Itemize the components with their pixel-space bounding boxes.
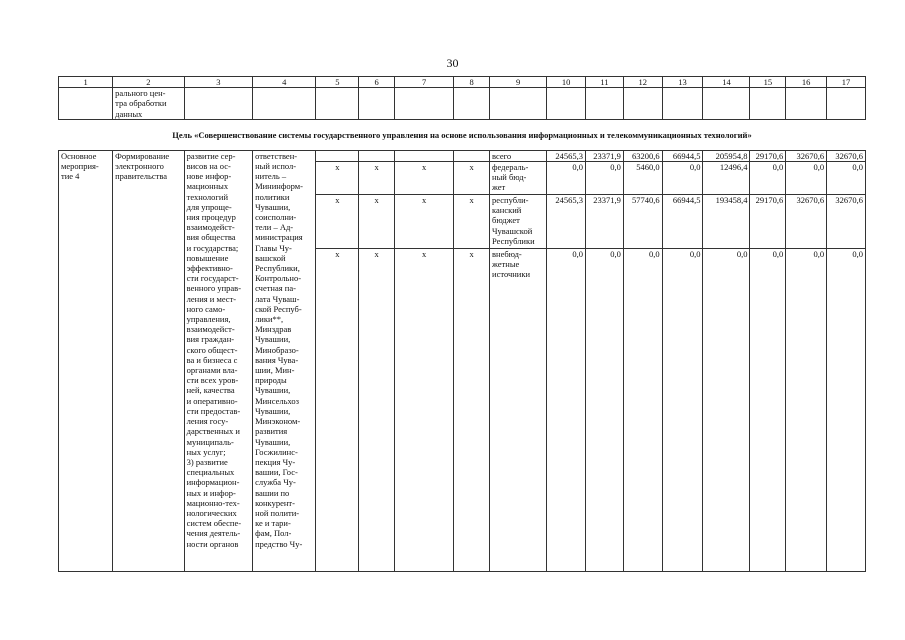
header-row — [59, 77, 866, 88]
empty-cell — [623, 88, 662, 120]
empty-cell — [184, 88, 252, 120]
empty-cell — [395, 88, 454, 120]
header-cell: 6 — [359, 77, 395, 88]
empty-cell — [662, 88, 703, 120]
header-cell: 17 — [827, 77, 866, 88]
continuation-row — [59, 88, 866, 120]
x-cell: x — [395, 162, 454, 195]
value-cell: 193458,4 — [703, 195, 750, 249]
value-cell: 205954,8 — [703, 150, 750, 161]
empty-cell — [547, 88, 586, 120]
header-cell: 11 — [586, 77, 624, 88]
empty-cell — [316, 88, 359, 120]
value-cell: 32670,6 — [786, 150, 827, 161]
x-cell: x — [454, 162, 490, 195]
value-cell: 5460,0 — [623, 162, 662, 195]
value-cell: 0,0 — [547, 249, 586, 572]
x-cell: x — [316, 249, 359, 572]
value-cell: 12496,4 — [703, 162, 750, 195]
value-cell: 57740,6 — [623, 195, 662, 249]
header-cell: 15 — [750, 77, 786, 88]
x-cell: x — [359, 162, 395, 195]
empty-cell — [359, 88, 395, 120]
value-cell: 66944,5 — [662, 195, 703, 249]
value-cell: 29170,6 — [750, 150, 786, 161]
value-cell: 29170,6 — [750, 195, 786, 249]
header-cell: 2 — [113, 77, 185, 88]
source-cell: федераль- ный бюд- жет — [490, 162, 547, 195]
x-cell: x — [454, 195, 490, 249]
x-cell: x — [359, 249, 395, 572]
event-title: Формирование электронного правительства — [113, 150, 185, 571]
value-cell: 0,0 — [750, 162, 786, 195]
x-cell — [395, 150, 454, 161]
value-cell: 32670,6 — [786, 195, 827, 249]
empty-cell — [490, 88, 547, 120]
value-cell: 0,0 — [586, 249, 624, 572]
empty-cell — [750, 88, 786, 120]
x-cell: x — [359, 195, 395, 249]
value-cell: 0,0 — [827, 249, 866, 572]
x-cell — [359, 150, 395, 161]
source-cell: всего — [490, 150, 547, 161]
value-cell: 0,0 — [703, 249, 750, 572]
source-cell: республи- канский бюджет Чувашской Республики — [490, 195, 547, 249]
event-executors: ответствен- ный испол- нитель – Мининформ- политики Чувашии, соисполни- тели – Ад- министрация Главы Чу- вашской Республики, Контрольно- счетная па- лата Чуваш- ской Респуб- лики**, Минздрав Чувашии, Минобразо- вания Чува- шии, Мин- природы Чувашии, Минсельхоз Чувашии, Минэконом- развития Чувашии, Госжилинс- пекция Чу- вашии, Гос- служба Чу- вашии по конкурент- ной полити- ке и тари- фам, Пол- предство Чу- — [253, 150, 316, 571]
value-cell: 0,0 — [786, 162, 827, 195]
header-cell: 4 — [253, 77, 316, 88]
header-cell: 3 — [184, 77, 252, 88]
value-cell: 24565,3 — [547, 195, 586, 249]
value-cell: 24565,3 — [547, 150, 586, 161]
x-cell: x — [395, 195, 454, 249]
header-cell: 10 — [547, 77, 586, 88]
value-cell: 0,0 — [623, 249, 662, 572]
empty-cell — [586, 88, 624, 120]
program-table — [58, 76, 866, 572]
value-cell: 0,0 — [662, 162, 703, 195]
header-cell: 16 — [786, 77, 827, 88]
value-cell: 0,0 — [662, 249, 703, 572]
value-cell: 63200,6 — [623, 150, 662, 161]
header-cell: 8 — [454, 77, 490, 88]
x-cell: x — [454, 249, 490, 572]
empty-cell — [454, 88, 490, 120]
value-cell: 0,0 — [547, 162, 586, 195]
value-cell: 23371,9 — [586, 150, 624, 161]
header-cell: 13 — [662, 77, 703, 88]
header-cell: 1 — [59, 77, 113, 88]
goal-heading: Цель «Совершенствование системы государственного управления на основе использования информационных и телекоммуникационных технологий» — [172, 129, 752, 140]
continuation-cell: рального цен- тра обработки данных — [113, 88, 185, 120]
x-cell: x — [395, 249, 454, 572]
header-cell: 14 — [703, 77, 750, 88]
event-row — [59, 150, 866, 161]
header-cell: 9 — [490, 77, 547, 88]
value-cell: 32670,6 — [827, 150, 866, 161]
x-cell — [316, 150, 359, 161]
empty-cell — [786, 88, 827, 120]
value-cell: 32670,6 — [827, 195, 866, 249]
empty-cell — [253, 88, 316, 120]
goal-row — [59, 119, 866, 150]
value-cell: 0,0 — [827, 162, 866, 195]
empty-cell — [59, 88, 113, 120]
empty-cell — [703, 88, 750, 120]
value-cell: 0,0 — [750, 249, 786, 572]
event-name: Основное мероприя- тие 4 — [59, 150, 113, 571]
page-number: 30 — [446, 56, 459, 70]
event-description: развитие сер- висов на ос- нове инфор- мационных технологий для упроще- ния процедур взаимодейст- вия общества и государства; повышение эффективно- сти государст- венного управ- ления и мест- ного само- управления, взаимодейст- вия граждан- ского общест- ва и бизнеса с органами вла- сти всех уров- ней, качества и оперативно- сти предостав- ления госу- дарственных и муниципаль- ных услуг; 3) развитие специальных информацион- ных и инфор- мационно-тех- нологических систем обеспе- чения деятель- ности органов — [184, 150, 252, 571]
value-cell: 23371,9 — [586, 195, 624, 249]
header-cell: 12 — [623, 77, 662, 88]
value-cell: 0,0 — [586, 162, 624, 195]
value-cell: 66944,5 — [662, 150, 703, 161]
header-cell: 7 — [395, 77, 454, 88]
value-cell: 0,0 — [786, 249, 827, 572]
x-cell: x — [316, 162, 359, 195]
source-cell: внебюд- жетные источники — [490, 249, 547, 572]
x-cell — [454, 150, 490, 161]
empty-cell — [827, 88, 866, 120]
header-cell: 5 — [316, 77, 359, 88]
x-cell: x — [316, 195, 359, 249]
